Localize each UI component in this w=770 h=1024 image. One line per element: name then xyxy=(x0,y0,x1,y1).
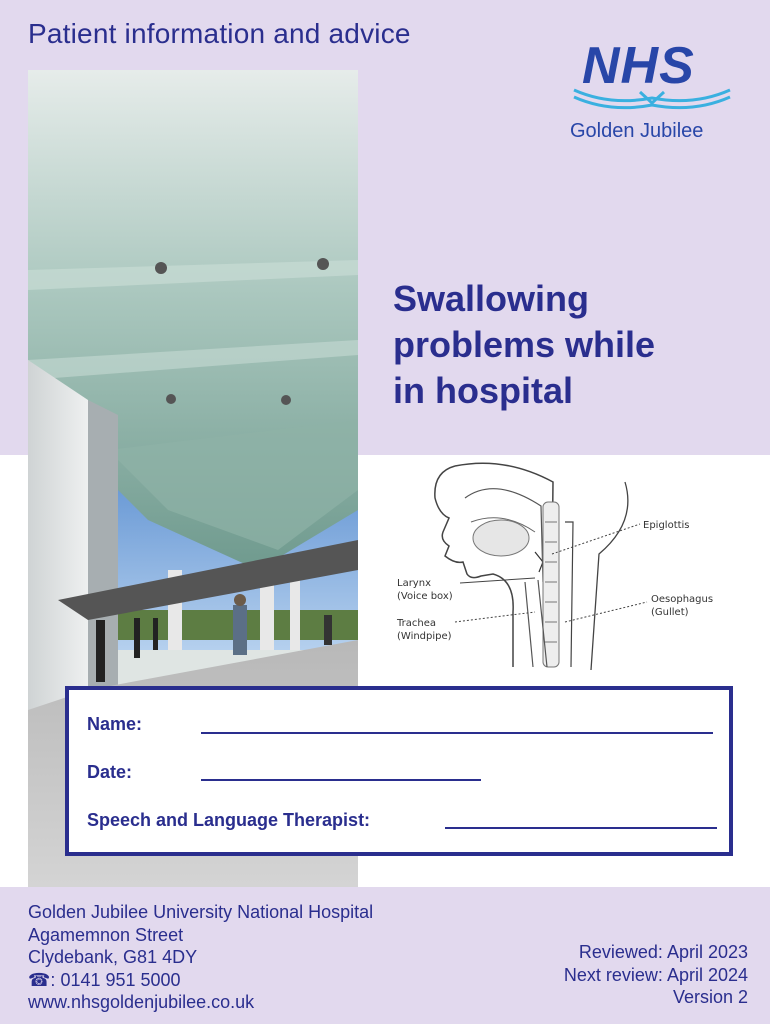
date-field[interactable] xyxy=(201,779,481,781)
reviewed-date: Reviewed: April 2023 xyxy=(578,942,748,962)
website-link[interactable]: www.nhsgoldenjubilee.co.uk xyxy=(28,992,255,1012)
address-line-3: Clydebank, G81 4DY xyxy=(28,947,198,967)
label-larynx-alt: (Voice box) xyxy=(397,591,453,602)
nhs-logo-subtitle: Golden Jubilee xyxy=(570,120,704,142)
telephone-icon: ☎ xyxy=(28,969,51,990)
name-field[interactable] xyxy=(201,732,713,734)
next-review-date: Next review: April 2024 xyxy=(563,964,748,985)
swallowing-anatomy-diagram xyxy=(385,462,755,677)
date-label: Date: xyxy=(87,762,133,782)
label-trachea: Trachea xyxy=(397,618,436,629)
title-line-2: problems while xyxy=(393,324,656,365)
label-epiglottis: Epiglottis xyxy=(643,520,690,531)
label-trachea-alt: (Windpipe) xyxy=(397,631,452,642)
therapist-field[interactable] xyxy=(445,827,717,829)
label-oesophagus: Oesophagus xyxy=(651,594,714,605)
nhs-logo xyxy=(568,36,736,146)
document-title xyxy=(393,276,753,414)
header-text: Patient information and advice xyxy=(28,18,411,49)
phone-number: 0141 951 5000 xyxy=(60,969,181,990)
address-line-2: Agamemnon Street xyxy=(28,924,184,945)
hospital-address xyxy=(28,901,373,1014)
title-line-3: in hospital xyxy=(393,370,573,411)
label-larynx: Larynx xyxy=(397,578,431,589)
phone-line: ☎: 0141 951 5000 xyxy=(28,969,181,990)
label-oesophagus-alt: (Gullet) xyxy=(651,607,689,618)
name-label: Name: xyxy=(87,714,143,734)
nhs-logo-text: NHS xyxy=(582,37,695,95)
review-info xyxy=(564,941,748,1009)
patient-details-form xyxy=(65,686,733,856)
address-line-1: Golden Jubilee University National Hospital xyxy=(28,902,374,922)
wave-icon xyxy=(570,86,734,116)
title-line-1: Swallowing xyxy=(393,278,590,319)
therapist-label: Speech and Language Therapist: xyxy=(87,810,371,830)
version: Version 2 xyxy=(672,987,748,1007)
